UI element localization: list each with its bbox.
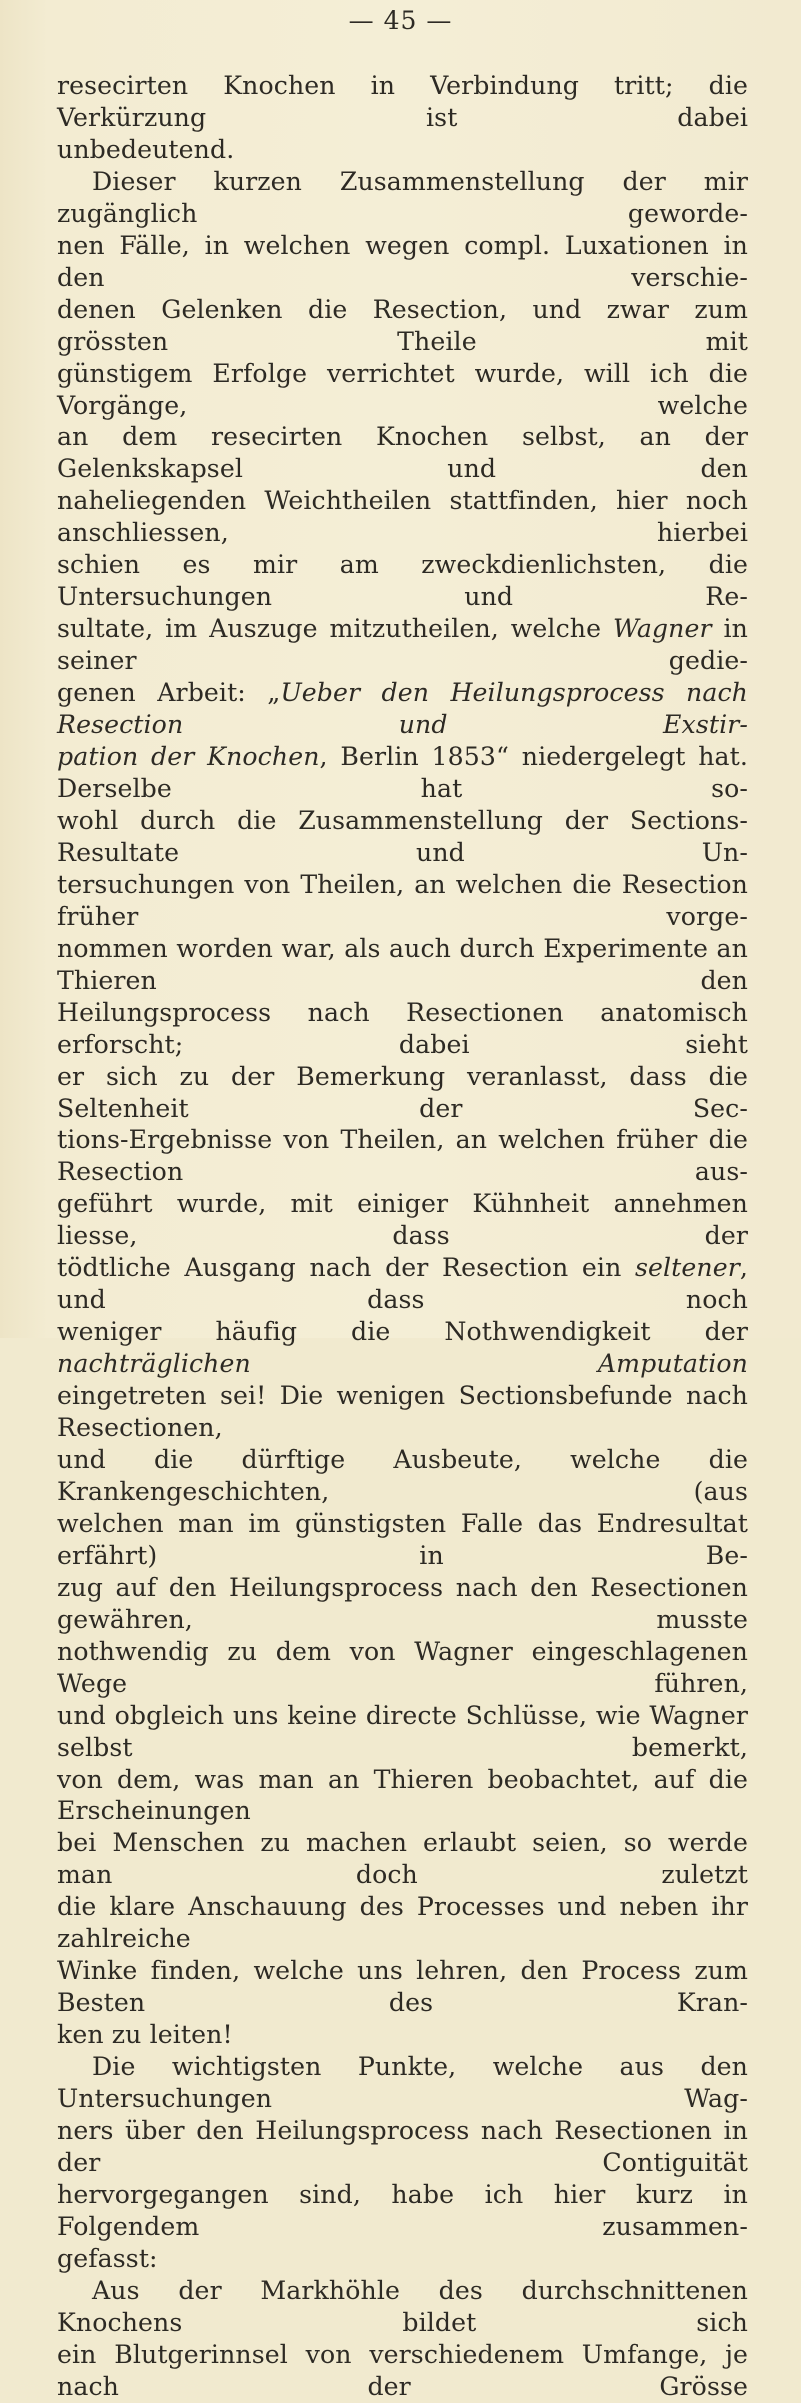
text-line: an dem resecirten Knochen selbst, an der Gelenkskapsel und den [57, 422, 748, 484]
text-line: naheliegenden Weichtheilen stattfinden, hier noch anschliessen, hierbei [57, 486, 748, 548]
text-line: günstigem Erfolge verrichtet wurde, will ich die Vorgänge, welche [57, 358, 748, 420]
text-line: tersuchungen von Theilen, an welchen die Resection früher vorge- [57, 869, 748, 931]
text-line: ners über den Heilungsprocess nach Resectionen in der Contiguität [57, 2116, 748, 2177]
text-line: und die dürftige Ausbeute, welche die Krankengeschichten, (aus [57, 1444, 748, 1506]
italic-text: seltener [635, 1253, 740, 1283]
body-text [57, 70, 748, 2403]
text-line: die klare Anschauung des Processes und neben ihr zahlreiche [57, 1892, 748, 1954]
text-line: genen Arbeit: „Ueber den Heilungsprocess nach Resection und Exstir- [57, 678, 748, 740]
text-line: zug auf den Heilungsprocess nach den Resectionen gewähren, musste [57, 1572, 748, 1634]
text-line: wohl durch die Zusammenstellung der Sections-Resultate und Un- [57, 805, 748, 867]
italic-text: Ueber den Heilungsprocess nach Resection und Exstir- [57, 678, 748, 740]
text-line: welchen man im günstigsten Falle das Endresultat erfährt) in Be- [57, 1508, 748, 1570]
italic-text: pation der Knochen [57, 742, 320, 772]
text-line: tödtliche Ausgang nach der Resection ein seltener, und dass noch [57, 1253, 748, 1315]
text-line: Aus der Markhöhle des durchschnittenen Knochens bildet sich [57, 2275, 748, 2337]
text-line: ken zu leiten! [57, 2020, 233, 2050]
text-line: resecirten Knochen in Verbindung tritt; die Verkürzung ist dabei [57, 71, 748, 132]
text-line: denen Gelenken die Resection, und zwar zum grössten Theile mit [57, 294, 748, 356]
text-line: nothwendig zu dem von Wagner eingeschlagenen Wege führen, [57, 1636, 748, 1698]
text-line: und obgleich uns keine directe Schlüsse, wie Wagner selbst bemerkt, [57, 1700, 748, 1762]
text-line: pation der Knochen, Berlin 1853“ niedergelegt hat. Derselbe hat so- [57, 742, 748, 803]
text-line: ein Blutgerinnsel von verschiedenem Umfange, je nach der Grösse [57, 2339, 748, 2401]
text-line: eingetreten sei! Die wenigen Sectionsbefunde nach Resectionen, [57, 1381, 748, 1443]
text-line: nommen worden war, als auch durch Experimente an Thieren den [57, 933, 748, 995]
italic-text: Wagner [613, 614, 712, 644]
text-line: von dem, was man an Thieren beobachtet, auf die Erscheinungen [57, 1764, 748, 1826]
text-line: bei Menschen zu machen erlaubt seien, so werde man doch zuletzt [57, 1828, 748, 1890]
text-line: unbedeutend. [57, 134, 235, 164]
text-line: weniger häufig die Nothwendigkeit der nachträglichen Amputation [57, 1317, 748, 1379]
text-line: Die wichtigsten Punkte, welche aus den Untersuchungen Wag- [57, 2052, 748, 2114]
text-line: Heilungsprocess nach Resectionen anatomisch erforscht; dabei sieht [57, 997, 748, 1059]
text-line: geführt wurde, mit einiger Kühnheit annehmen liesse, dass der [57, 1189, 748, 1251]
text-line: tions-Ergebnisse von Theilen, an welchen früher die Resection aus- [57, 1125, 748, 1187]
page-number-header: — 45 — [348, 6, 453, 35]
text-line: hervorgegangen sind, habe ich hier kurz in Folgendem zusammen- [57, 2179, 748, 2241]
text-line: schien es mir am zweckdienlichsten, die Untersuchungen und Re- [57, 550, 748, 612]
text-line: Dieser kurzen Zusammenstellung der mir zugänglich geworde- [57, 166, 748, 228]
text-line: sultate, im Auszuge mitzutheilen, welche Wagner in seiner gedie- [57, 614, 748, 676]
text-line: er sich zu der Bemerkung veranlasst, dass die Seltenheit der Sec- [57, 1061, 748, 1123]
text-line: gefasst: [57, 2243, 158, 2273]
text-line: nen Fälle, in welchen wegen compl. Luxationen in den verschie- [57, 230, 748, 292]
italic-text: nachträglichen Amputation [57, 1349, 748, 1379]
text-line: Winke finden, welche uns lehren, den Process zum Besten des Kran- [57, 1956, 748, 2018]
